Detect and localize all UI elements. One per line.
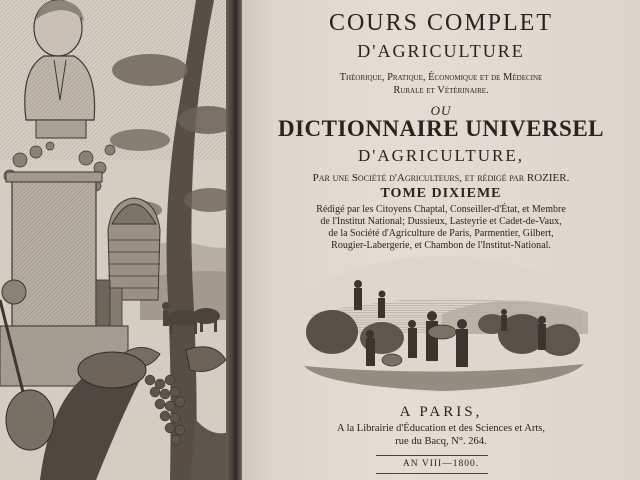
alt-title-line2: D'AGRICULTURE, [358, 146, 524, 165]
subtitle-line2: Rurale et Vétérinaire. [393, 85, 489, 96]
main-title-line1: COURS COMPLET [328, 10, 554, 36]
publication-date: AN VIII—1800. [402, 459, 480, 469]
date-rule-bottom [376, 473, 488, 474]
volume-label: TOME DIXIEME [380, 186, 502, 201]
frontispiece-page [0, 0, 234, 480]
main-title-line2: D'AGRICULTURE [357, 41, 525, 61]
imprint-line1: A la Librairie d'Éducation et des Sciences et Arts, [336, 423, 546, 434]
editors-line3: de la Société d'Agriculture de Paris, Parmentier, Gilbert, [328, 228, 554, 239]
frontispiece-engraving [0, 0, 234, 480]
subtitle-line1: Théorique, Pratique, Économique et de Médecine [339, 72, 543, 83]
imprint-city: A PARIS, [399, 404, 483, 420]
editors-line4: Rougier-Labergerie, et Chambon de l'Institut-National. [331, 240, 551, 251]
date-rule-top [376, 455, 488, 456]
imprint-line2: rue du Bacq, N°. 264. [395, 436, 487, 447]
author-line: Par une Société d'Agriculteurs, et rédigé par ROZIER. [312, 172, 570, 184]
editors-line2: de l'Institut National; Dussieux, Lasteyrie et Cadet-de-Vaux, [320, 216, 562, 227]
alt-title-line1: DICTIONNAIRE UNIVERSEL [277, 116, 605, 141]
editors-line1: Rédigé par les Citoyens Chaptal, Conseiller-d'État, et Membre [316, 204, 566, 215]
title-page [242, 0, 640, 480]
harvest-vignette [292, 254, 594, 392]
conjunction-ou: OU [430, 103, 452, 118]
